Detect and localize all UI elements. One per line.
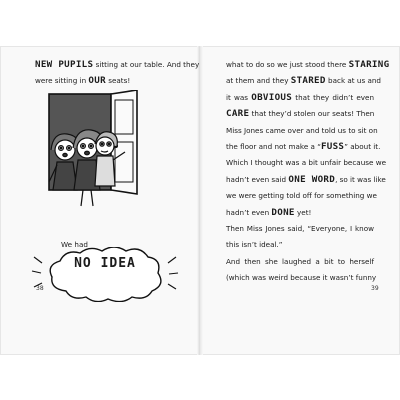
text-run: back at us and [325,76,381,86]
text-line [226,221,374,237]
text-run: sitting at our table. And they [93,60,200,69]
text-run: the floor and not make a “ [226,142,321,152]
text-run: Miss Jones came over and told us to sit on [226,125,378,135]
text-line [226,172,386,188]
text-line [226,73,381,89]
text-run: hadn’t even said [226,174,289,184]
emphasis-word: CARE [226,108,250,120]
text-run: this isn’t ideal.” [226,240,283,250]
text-run: Then Miss Jones said, “Everyone, I know [226,224,374,234]
text-run: seats! [105,76,131,86]
text-line [226,123,378,139]
text-line [226,237,374,253]
text-run: yet! [294,207,312,217]
emphasis-word: OBVIOUS [251,91,293,103]
text-run: what to do so we just stood there [226,60,349,69]
cloud-caption: NO IDEA [74,256,136,271]
emphasis-word: ONE WORD [288,173,336,185]
classroom-door-illustration [45,90,145,230]
text-line [226,188,377,204]
text-run: that they’d stolen our seats! Then [249,109,375,119]
text-line [226,139,381,155]
page-number-right: 39 [371,285,379,292]
page-number-left: 38 [36,285,44,292]
text-line [226,90,374,106]
text-run: Which I thought was a bit unfair because we [226,158,386,168]
text-line [35,73,183,89]
text-line [226,254,374,270]
caption-intro: We had [61,240,88,249]
text-line [226,155,386,171]
text-run: hadn’t even [226,207,272,217]
left-page-text [35,57,200,90]
text-run: were sitting in [35,76,89,86]
text-run: , so it was like [335,174,386,184]
text-run: at them and they [226,76,291,86]
text-line [226,270,377,286]
emphasis-word: DONE [271,206,295,218]
emphasis-word: STARED [290,75,326,87]
text-run: it was [226,92,252,102]
text-run: that they didn’t even [292,92,374,102]
text-line [35,57,200,73]
right-page-text [226,57,390,287]
text-run: ” about it. [344,142,381,152]
text-run: (which was weird because it wasn’t funny [226,273,377,283]
emphasis-word: OUR [88,75,106,87]
text-line [226,205,374,221]
text-run: And then she laughed a bit to herself [226,256,374,266]
text-line [226,106,374,122]
text-run: we were getting told off for something we [226,191,377,201]
emphasis-word: STARING [348,59,390,70]
emphasis-word: FUSS [320,141,345,153]
emphasis-word: NEW PUPILS [35,59,94,70]
text-line [226,57,390,73]
